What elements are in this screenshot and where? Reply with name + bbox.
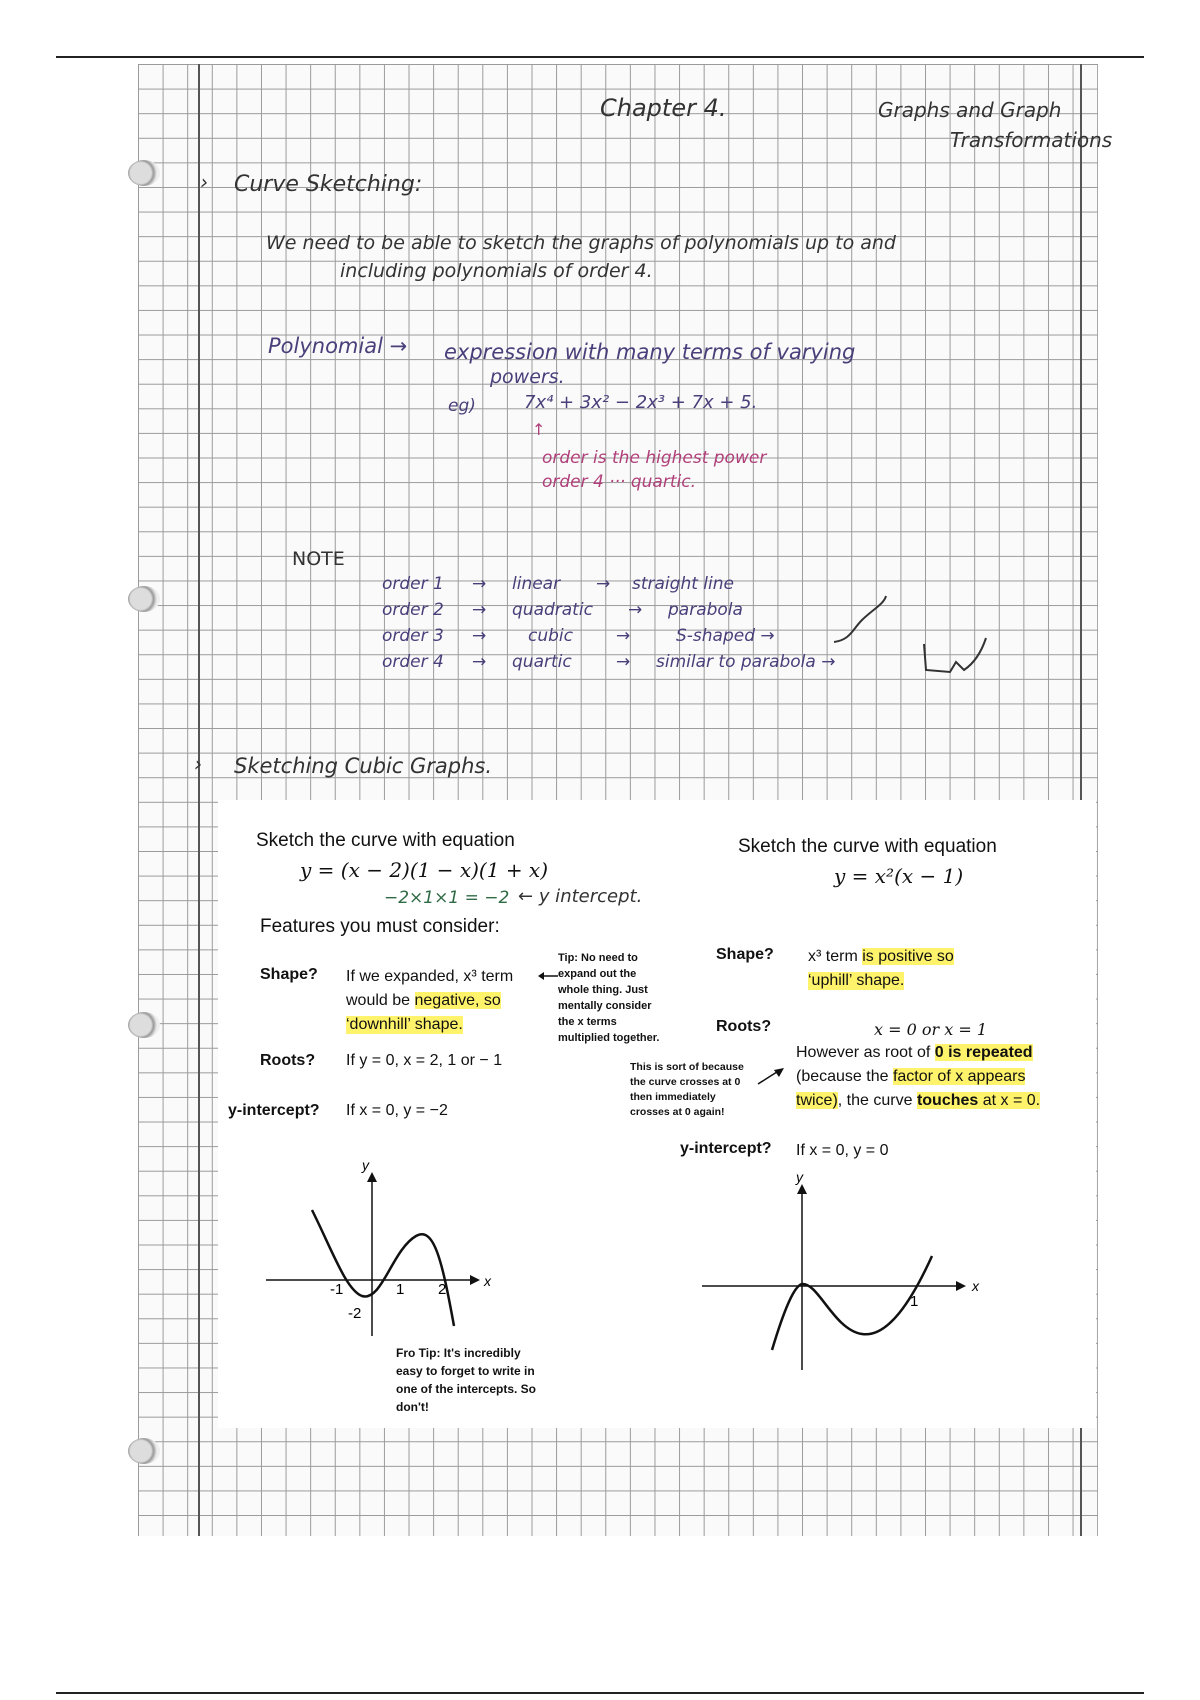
section-heading-curve-sketching: Curve Sketching: (234, 172, 423, 197)
top-rule (56, 56, 1144, 58)
right-yint-label: y-intercept? (680, 1140, 772, 1157)
left-intercept-note: −2×1×1 = −2 (384, 888, 510, 908)
right-prompt: Sketch the curve with equation (738, 836, 997, 857)
side-note-arrow (756, 1064, 786, 1086)
x-axis-arrowhead (470, 1275, 480, 1285)
pro-tip: Fro Tip: It's incredibly easy to forget to write in one of the intercepts. So don't! (396, 1346, 537, 1414)
features-heading: Features you must consider: (260, 916, 500, 937)
left-tip: Tip: No need to expand out the whole thing. Just mentally consider the x terms multiplied together. (558, 952, 660, 1044)
cubic-shape-sketch (830, 594, 906, 650)
topic-title-line2: Transformations (950, 128, 1113, 152)
y-axis-label: y (796, 1169, 803, 1185)
polynomial-label: Polynomial → (268, 334, 408, 358)
root-label-neg1: -1 (330, 1281, 344, 1298)
eg-label: eg) (448, 396, 476, 416)
right-roots-line2: (because the factor of x appears (796, 1068, 1026, 1085)
tip-pointer-arrow (536, 970, 560, 982)
y-axis-arrowhead (797, 1184, 807, 1194)
right-shape-text-1: x³ term is positive so (808, 948, 954, 965)
punch-hole (128, 160, 160, 186)
note-row-arrow: → (616, 626, 631, 646)
root-label-2: 2 (438, 1281, 447, 1298)
note-row-order: order 2 (382, 600, 444, 620)
note-row-shape: straight line (632, 574, 734, 594)
note-row-shape: S-shaped → (676, 626, 775, 646)
note-row-arrow: → (472, 652, 487, 672)
x-axis-label: x (484, 1273, 491, 1289)
note-row-order: order 1 (382, 574, 444, 594)
left-intercept-label: ← y intercept. (518, 886, 643, 907)
note-row-arrow: → (616, 652, 631, 672)
left-yint-label: y-intercept? (228, 1102, 320, 1119)
note-row-shape: parabola (668, 600, 743, 620)
order-note-line2: order 4 ··· quartic. (542, 472, 696, 492)
intro-line2: including polynomials of order 4. (340, 260, 653, 282)
note-row-name: cubic (528, 626, 573, 646)
x-axis-arrowhead (956, 1281, 966, 1291)
polynomial-def-line1: expression with many terms of varying (444, 340, 856, 364)
left-prompt: Sketch the curve with equation (256, 830, 515, 851)
note-row-name: quadratic (512, 600, 593, 620)
punch-hole (128, 586, 160, 612)
note-row-arrow: → (628, 600, 643, 620)
bullet-arrow: › (194, 752, 202, 776)
note-row-name: quartic (512, 652, 572, 672)
order-note-line1: order is the highest power (542, 448, 767, 468)
bottom-rule (56, 1692, 1144, 1694)
margin-line-left (198, 64, 200, 1536)
right-graph (698, 1160, 988, 1380)
note-row-arrow: → (472, 574, 487, 594)
left-graph (256, 1150, 506, 1340)
note-label: NOTE (292, 548, 345, 570)
note-row-name: linear (512, 574, 561, 594)
chapter-title: Chapter 4. (600, 94, 727, 122)
root-label-1: 1 (396, 1281, 405, 1298)
right-shape-label: Shape? (716, 946, 774, 963)
section-heading-sketching-cubics: Sketching Cubic Graphs. (234, 754, 493, 778)
y-axis-arrowhead (367, 1172, 377, 1182)
x-axis-label: x (972, 1278, 979, 1294)
left-equation: y = (x − 2)(1 − x)(1 + x) (300, 858, 549, 882)
quartic-shape-sketch (920, 632, 990, 680)
right-yint-text: If x = 0, y = 0 (796, 1142, 889, 1159)
note-row-arrow: → (472, 626, 487, 646)
right-roots-text: x = 0 or x = 1 (874, 1020, 988, 1039)
left-shape-text-2: would be negative, so (346, 992, 501, 1009)
note-row-order: order 4 (382, 652, 444, 672)
left-roots-label: Roots? (260, 1052, 316, 1069)
bullet-arrow: › (200, 170, 208, 194)
cubic-curve (772, 1256, 932, 1350)
root-label-1: 1 (910, 1293, 919, 1310)
intercept-label-neg2: -2 (348, 1305, 362, 1322)
right-equation: y = x²(x − 1) (834, 864, 964, 888)
right-roots-label: Roots? (716, 1018, 772, 1035)
intro-line1: We need to be able to sketch the graphs of polynomials up to and (266, 232, 896, 254)
order-arrow: ↑ (532, 420, 546, 439)
punch-hole (128, 1012, 160, 1038)
note-row-arrow: → (472, 600, 487, 620)
right-roots-line3: twice), the curve touches at x = 0. (796, 1092, 1041, 1109)
right-side-note: This is sort of because the curve crosses at 0 then immediately crosses at 0 again! (630, 1061, 744, 1118)
punch-hole (128, 1438, 160, 1464)
right-shape-text-2: ‘uphill’ shape. (808, 972, 905, 989)
left-shape-text-1: If we expanded, x³ term (346, 968, 514, 985)
left-roots-text: If y = 0, x = 2, 1 or − 1 (346, 1052, 503, 1069)
polynomial-def-line2: powers. (490, 366, 565, 388)
note-row-order: order 3 (382, 626, 444, 646)
left-yint-text: If x = 0, y = −2 (346, 1102, 448, 1119)
worked-examples-card (218, 800, 1096, 1428)
topic-title-line1: Graphs and Graph (878, 98, 1062, 122)
y-axis-label: y (362, 1157, 369, 1173)
left-shape-label: Shape? (260, 966, 318, 983)
eg-expression: 7x⁴ + 3x² − 2x³ + 7x + 5. (524, 392, 758, 413)
cubic-curve (312, 1210, 454, 1326)
note-row-shape: similar to parabola → (656, 652, 836, 672)
right-roots-line1: However as root of 0 is repeated (796, 1044, 1033, 1061)
note-row-arrow: → (596, 574, 611, 594)
left-shape-text-3: ‘downhill’ shape. (346, 1016, 463, 1033)
